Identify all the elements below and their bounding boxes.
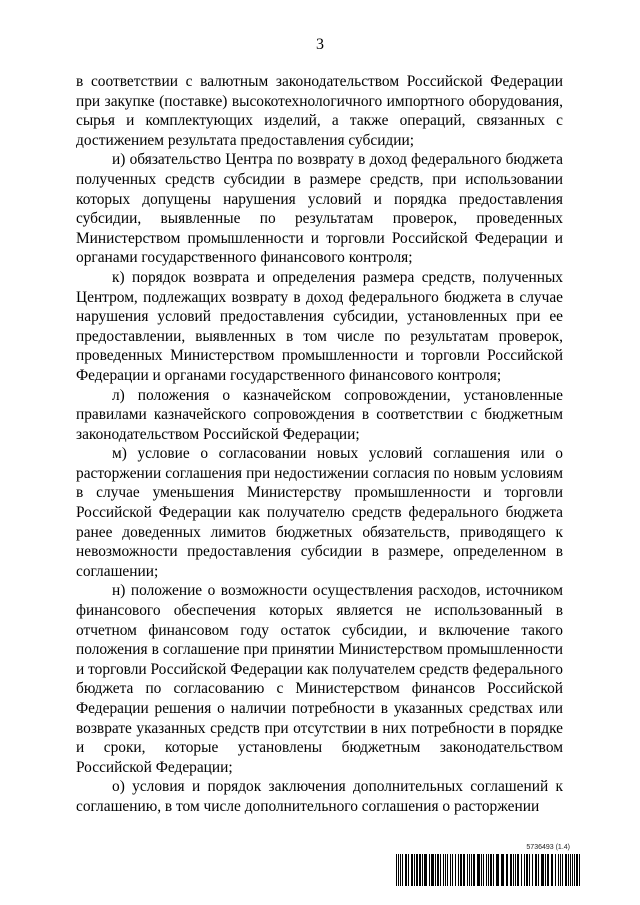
barcode-label: 5736493 (1.4)	[526, 844, 570, 851]
paragraph-item-m: м) условие о согласовании новых условий соглашения или о расторжении соглашения при недостижении согласия по новым условиям в случае уменьшения Министерству промышленности и торговли Российской Федерации как получателю средств федерального бюджета ранее доведенных лимитов бюджетных обязательств, приводящего к невозможности предоставления субсидии в размере, определенном в соглашении;	[76, 445, 563, 580]
document-barcode	[396, 844, 586, 888]
page-number: 3	[316, 36, 324, 53]
paragraph-continuation: в соответствии с валютным законодательством Российской Федерации при закупке (поставке) высокотехнологичного импортного оборудования, сырья и комплектующих изделий, а также операций, связанных с достижением результата предоставления субсидии;	[76, 73, 563, 149]
document-body	[76, 72, 563, 817]
paragraph-item-o: о) условия и порядок заключения дополнительных соглашений к соглашению, в том числе дополнительного соглашения о расторжении	[76, 778, 563, 815]
paragraph-item-l: л) положения о казначейском сопровождении, установленные правилами казначейского сопровождения в соответствии с бюджетным законодательством Российской Федерации;	[76, 386, 563, 443]
barcode-icon	[396, 854, 582, 886]
paragraph-item-k: к) порядок возврата и определения размера средств, полученных Центром, подлежащих возврату в доход федерального бюджета в случае нарушения условий предоставления субсидии, установленных при ее предоставлении, выявленных в том числе по результатам проверок, проведенных Министерством промышленности и торговли Российской Федерации и органами государственного финансового контроля;	[76, 268, 563, 384]
paragraph-item-i: и) обязательство Центра по возврату в доход федерального бюджета полученных средств субсидии в размере средств, при использовании которых допущены нарушения условий и порядка предоставления субсидии, выявленные по результатам проверок, проведенных Министерством промышленности и торговли Российской Федерации и органами государственного финансового контроля;	[76, 151, 563, 267]
paragraph-item-n: н) положение о возможности осуществления расходов, источником финансового обеспечения которых является не использованный в отчетном финансовом году остаток субсидии, и включение такого положения в соглашение при принятии Министерством промышленности и торговли Российской Федерации как получателем средств федерального бюджета по согласованию с Министерством финансов Российской Федерации решения о наличии потребности в указанных средствах или возврате указанных средств при отсутствии в них потребности в порядке и сроки, которые установлены бюджетным законодательством Российской Федерации;	[76, 582, 563, 776]
